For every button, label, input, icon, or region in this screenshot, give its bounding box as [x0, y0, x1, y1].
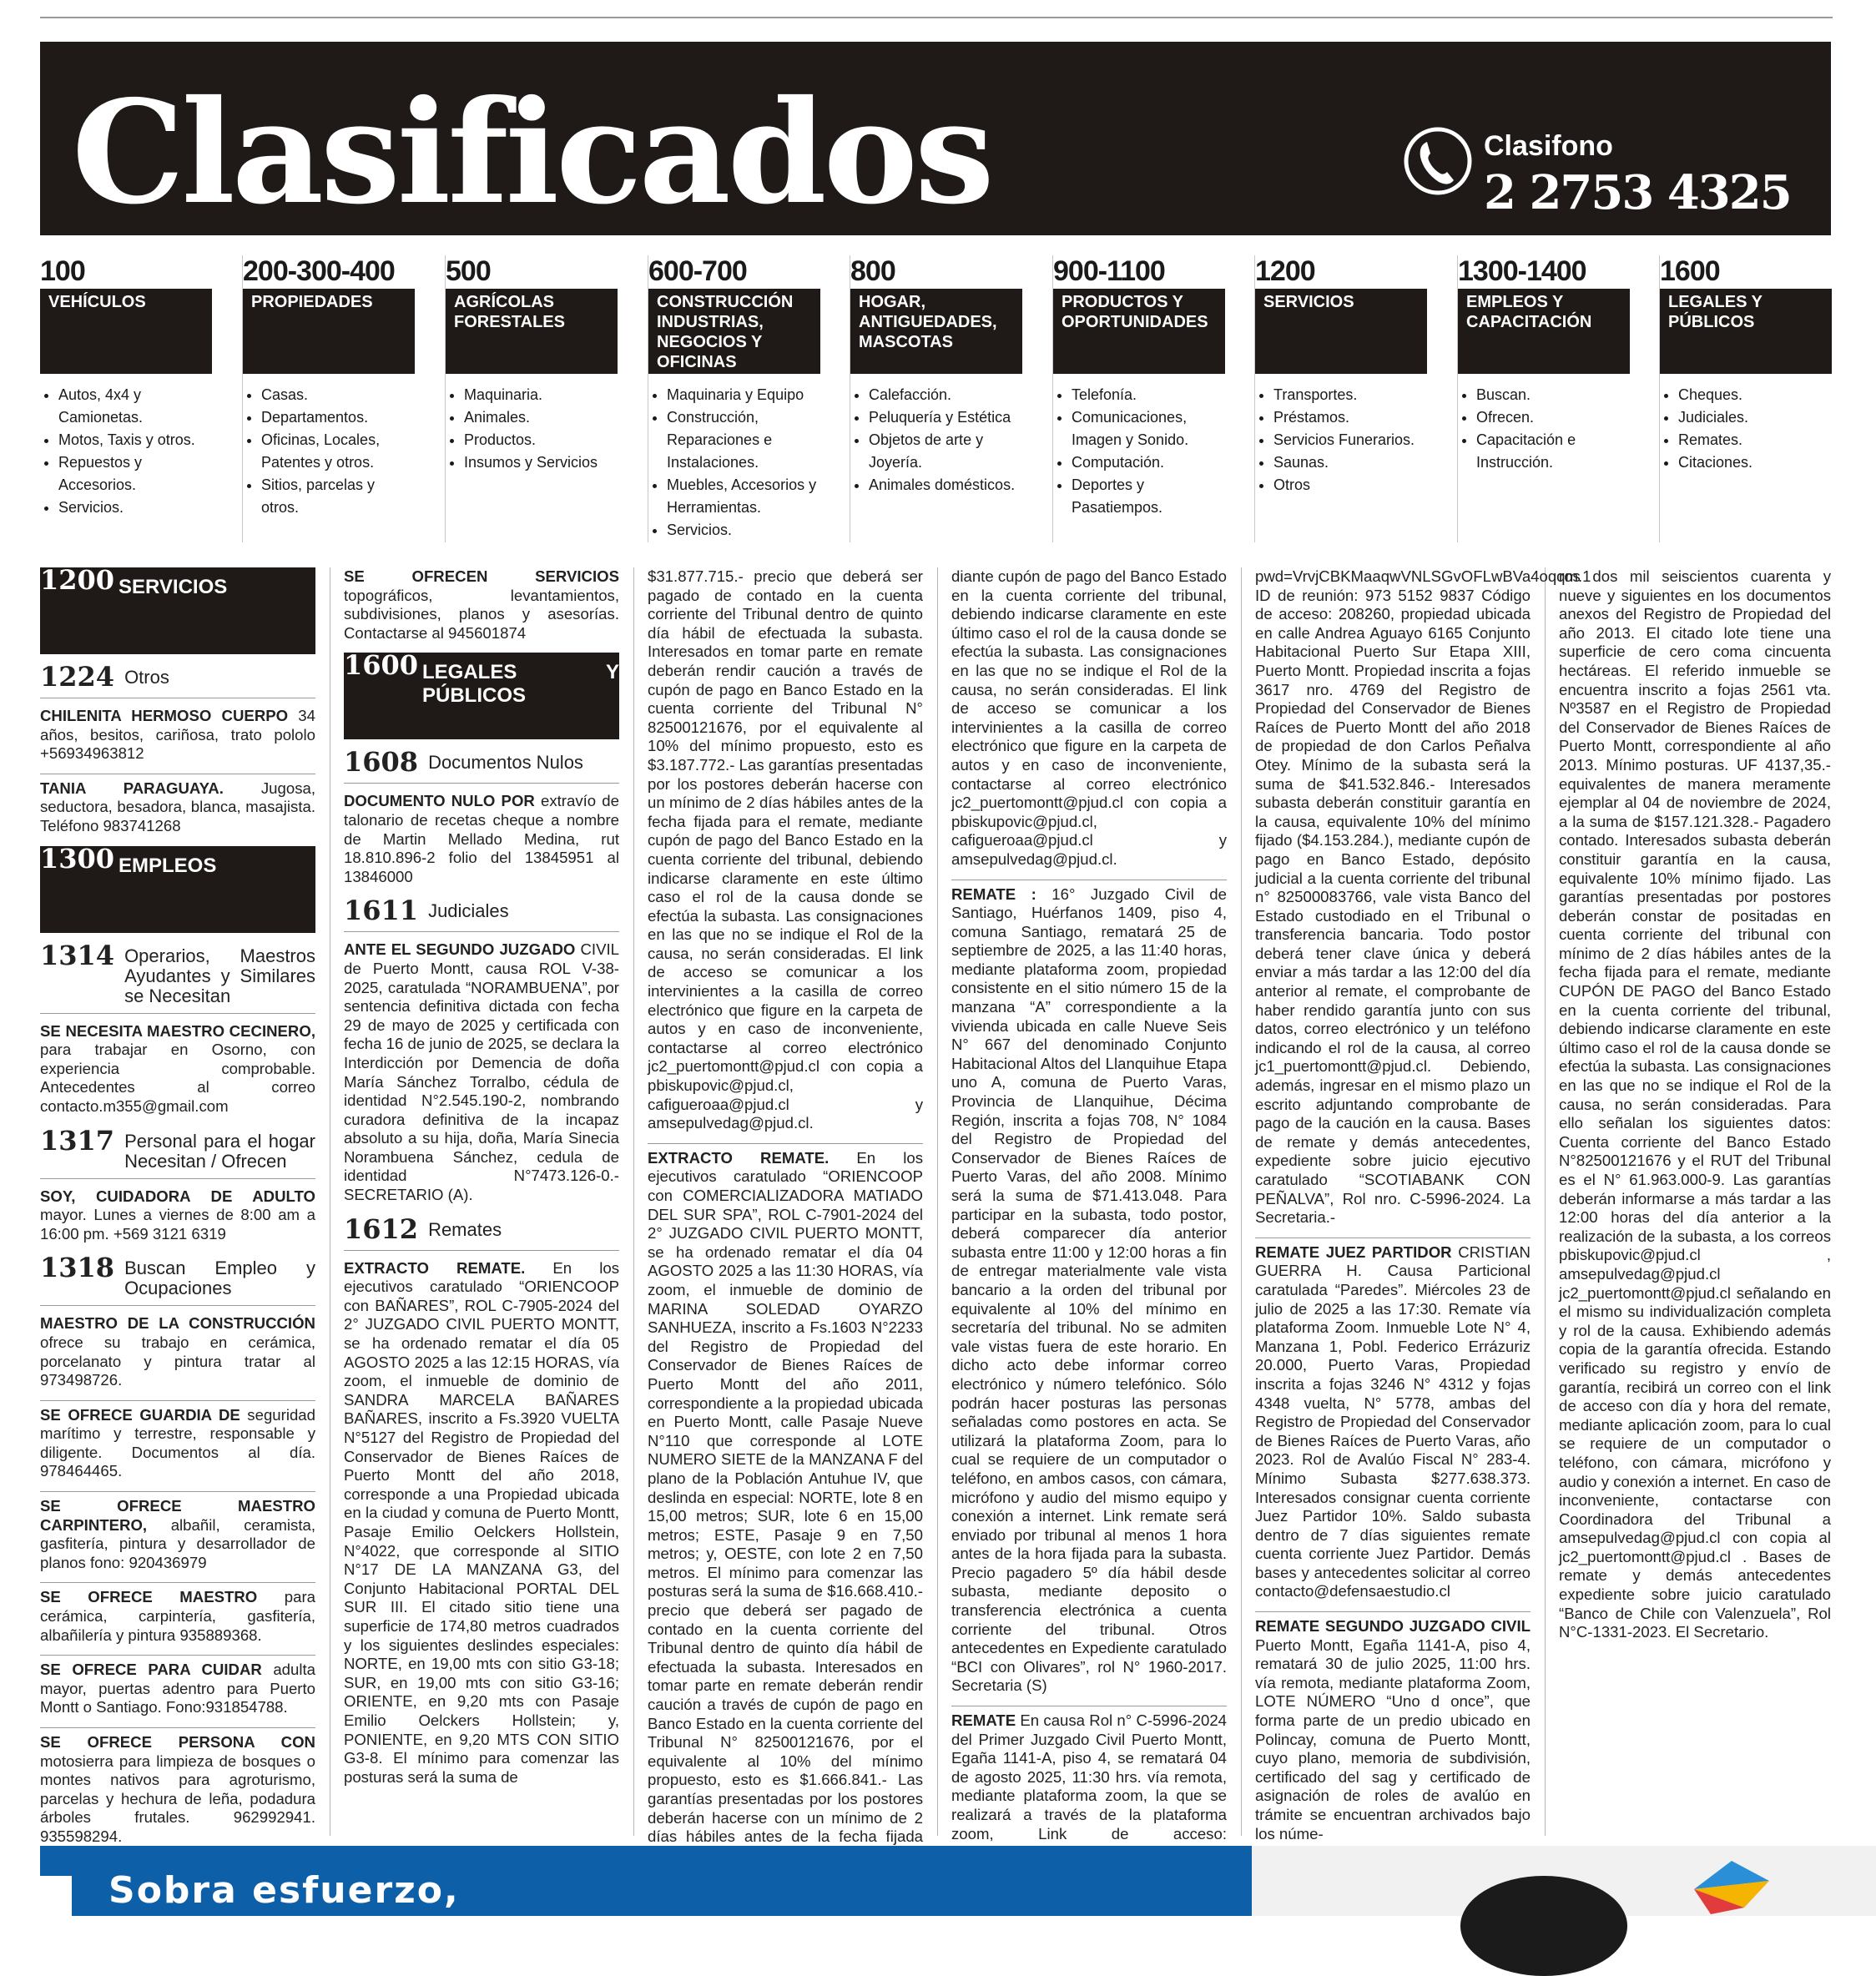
- category-number: 1200: [1255, 255, 1315, 287]
- category-number: 100: [40, 255, 85, 287]
- ad-heading: DOCUMENTO NULO POR: [344, 792, 535, 810]
- subsection-number: 1314: [40, 939, 115, 971]
- category-items: [1053, 384, 1225, 519]
- section-label: EMPLEOS: [119, 854, 217, 877]
- category-legales: [1659, 255, 1832, 542]
- subsection-header: [344, 1212, 619, 1251]
- category-productos: [1052, 255, 1225, 542]
- ad-body: En los ejecutivos caratulado “ORIENCOOP con COMERCIALIZADORA MATIADO DEL SUR SPA”, ROL C-7901-2024 del 2° JUZGADO CIVIL PUERTO MONTT, se ha ordenado rematar el día 04 AGOSTO 2025 a las 11:30 HORAS, vía zoom, el inmueble de dominio de MARINA SOLEDAD OYARZO SANHUEZA, inscrito a Fs.1603 N°2233 del Registro de Propiedad del Conservador de Bienes Raíces de Puerto Montt del año 2011, correspondiente a la propiedad ubicada en Puerto Montt, calle Pasaje Nueve N°110 que corresponde al LOTE NUMERO SIETE de la MANZANA F del plano de la Población Antuhue IV, que deslinda en especial: NORTE, lote 8 en 15,00 metros; SUR, lote 6 en 15,00 metros; ESTE, Pasaje 9 en 7,50 metros; y, OESTE, con lote 2 en 7,50 metros. El mínimo para comenzar las posturas será la suma de $16.668.410.- precio que deberá ser pagado de contado en la cuenta corriente del Tribunal dentro de quinto día hábil de efectuada la subasta. Interesados en tomar parte en remate deberán rendir caución a través de cupón de pago en Banco Estado en la cuenta corriente del Tribunal N° 82500121676, por el equivalente al 10% del mínimo propuesto, esto es $1.666.841.- Las garantías presentadas por los postores deberán hacerse con un mínimo de 2 días hábiles antes de la fecha fijada: [648, 1148, 923, 1846]
- divider: [40, 1491, 315, 1492]
- ad-body: Puerto Montt, Egaña 1141-A, piso 4, rematará 30 de julio 2025, 11:00 hrs. vía remota, mediante plataforma Zoom, LOTE NÚMERO “Uno d once”, que forma parte de un predio ubicado en Polincay, comuna de Puerto Montt, cuyo plano, memoria de subdivisión, certificado del sag y certificado de asignación de roles de avalúo en trámite se encuentran archivados bajo los núme-: [1255, 1636, 1531, 1842]
- classified-ad: [951, 1711, 1227, 1863]
- subsection-label: Buscan Empleo y Ocupaciones: [124, 1258, 315, 1299]
- section-label: LEGALES Y PÚBLICOS: [422, 661, 619, 708]
- subsection-number: 1318: [40, 1252, 115, 1284]
- category-items: [40, 384, 212, 519]
- category-item: • Cheques.: [1678, 384, 1832, 406]
- subsection-label: Otros: [124, 667, 169, 688]
- subsection-header: [344, 748, 619, 784]
- category-construccion: [648, 255, 820, 542]
- category-item: • Ofrecen.: [1476, 406, 1630, 429]
- category-label: PRODUCTOS Y OPORTUNIDADES: [1053, 289, 1225, 374]
- category-item: • Citaciones.: [1678, 451, 1832, 474]
- ad-heading: SE OFRECE PERSONA CON: [40, 1733, 315, 1751]
- person-photo: [1460, 1876, 1627, 1976]
- classified-ad: [40, 707, 315, 764]
- category-label: CONSTRUCCIÓN INDUSTRIAS, NEGOCIOS Y OFICINAS: [648, 289, 820, 374]
- classified-ad: [40, 1733, 315, 1847]
- category-item: • Servicios.: [667, 519, 820, 542]
- divider: [1255, 1611, 1531, 1612]
- category-item: • Departamentos.: [261, 406, 415, 429]
- classified-ad: [40, 1314, 315, 1389]
- ad-heading: REMATE :: [951, 885, 1036, 903]
- category-item: • Saunas.: [1273, 451, 1427, 474]
- divider: [648, 1143, 923, 1144]
- classified-ad: [40, 1187, 315, 1244]
- ad-heading: SE OFRECE MAESTRO: [40, 1588, 258, 1606]
- classified-ad-continued: ros dos mil seiscientos cuarenta y nueve y siguientes en los documentos anexos del Registro de Propiedad del año 2013. El citado lote tiene una superficie de cero coma cincuenta hectáreas. El referido inmueble se encuentra inscrito a fojas 2561 vta. Nº3587 en el Registro de Propiedad del Conservador de Bienes Raíces de Puerto Montt, correspondiente al año 2013. Mínimo posturas. UF 4137,35.- equivalentes de manera meramente ejemplar al 04 de noviembre de 2024, a la suma de $157.121.328.- Pagadero contado. Interesados subasta deberán constituir garantía en la causa, equivalente 10% mínimo fijado. Las garantías presentadas por postores deberán constar de positadas en cuenta corriente del tribunal con mínimo de 2 días hábiles antes de la fecha fijada para el remate, mediante CUPÓN DE PAGO del Banco Estado en la cuenta corriente del tribunal, debiendo indicarse claramente en este último caso el rol de la causa donde se efectúa la subasta. Las consignaciones en las que no se indique el Rol de la causa, no serán consideradas. Para ello señalan los siguientes datos: Cuenta corriente del Banco Estado N°82500121676 y el RUT del Tribunal es el N° 61.963.000-9. Las garantías deberán informarse a más tardar a las 12:00 horas del día anterior a la realización de la subasta, a los correos pbiskupovic@pjud.cl , amsepulvedag@pjud.cl jc2_puertomontt@pjud.cl señalando en el mismo su individualización completa y rol de la causa. Exhibiendo además copia de la garantía ofrecida. Estando verificado su registro y envío de garantía, recibirá un correo con el link de acceso con día y hora del remate, mediante aplicación zoom, para lo cual se requiere de un computador o teléfono, con cámara, micrófono y audio y conexión a internet. En caso de inconveniente, contactarse con Coordinadora del Tribunal a amsepulvedag@pjud.cl con copia al jc2_puertomontt@pjud.cl . Bases de remate y demás antecedentes expediente sobre juicio caratulado “Banco de Chile con Valenzuela”, Rol N°C-1331-2023. El Secretario.: [1559, 567, 1831, 1641]
- ad-heading: EXTRACTO REMATE.: [344, 1258, 526, 1277]
- ad-body: En causa Rol n° C-5996-2024 del Primer Juzgado Civil Puerto Montt, Egaña 1141-A, piso 4, se rematará 04 de agosto 2025, 11:30 hrs. vía remota, mediante plataforma zoom, la que se realizará a través de la plataforma zoom, Link de acceso:: [951, 1711, 1227, 1842]
- category-item: • Computación.: [1072, 451, 1225, 474]
- category-item: • Peluquería y Estética: [869, 406, 1022, 429]
- ad-heading: SE NECESITA MAESTRO CECINERO,: [40, 1021, 315, 1040]
- ad-heading: ANTE EL SEGUNDO JUZGADO: [344, 940, 576, 959]
- subsection-label: Judiciales: [428, 900, 509, 922]
- category-item: • Animales domésticos.: [869, 474, 1022, 497]
- category-vehiculos: [40, 255, 212, 542]
- category-label: PROPIEDADES: [243, 289, 415, 374]
- category-item: • Capacitación e Instrucción.: [1476, 429, 1630, 474]
- category-number: 1300-1400: [1458, 255, 1586, 287]
- category-number: 600-700: [648, 255, 747, 287]
- ad-body: 16° Juzgado Civil de Santiago, Huérfanos 1409, piso 4, comuna Santiago, rematará 25 de septiembre de 2025, a las 11:40 horas, mediante plataforma zoom, propiedad consistente en el sitio número 15 de la manzana “A” correspondiente a la vivienda ubicada en calle Nueve Seis N° 667 del denominado Conjunto Habitacional Altos del Llanquihue Etapa uno A, comuna de Puerto Varas, Provincia de Llanquihue, Décima Región, inscrita a fojas 708, N° 1084 del Registro de Propiedad del Conservador de Bienes Raíces de Puerto Varas, del año 2008. Mínimo será la suma de $71.413.048. Para participar en la subasta, todo postor, deberá comparecer día anterior subasta entre 11:00 y 12:00 horas a fin de entregar materialmente vale vista bancario a la orden del tribunal por equivalente al 10% del mínimo en secretaría del tribunal. No se admiten vale vistas fuera de este horario. En dicho acto debe informar correo electrónico y número telefónico. Sólo podrán hacer posturas las personas señaladas como postores en acta. Se utilizará la plataforma Zoom, para lo cual se requiere de un computador o teléfono, en ambos casos, con cámara, micrófono y audio del mismo equipo y conexión a internet. Link remate será enviado por tribunal al menos 1 hora antes de la hora fijada para la subasta. Precio pagadero 5º día hábil desde subasta, mediante deposito o transferencia electrónica a cuenta corriente del tribunal. Otros antecedentes en Expediente caratulado “BCI con Olivares”, rol N° 1960-2017. Secretaria (S): [951, 885, 1227, 1695]
- category-items: [1255, 384, 1427, 497]
- ad-heading: REMATE JUEZ PARTIDOR: [1255, 1243, 1452, 1261]
- category-item: • Motos, Taxis y otros.: [58, 429, 212, 451]
- divider: [40, 1655, 315, 1656]
- ad-body: para cerámica, carpintería, gasfitería, albañilería y pintura 935889368.: [40, 1588, 315, 1644]
- category-label: LEGALES Y PÚBLICOS: [1660, 289, 1832, 374]
- subsection-number: 1611: [344, 895, 419, 927]
- ad-body: ofrece su trabajo en cerámica, porcelanato y pintura tratar al 973498726.: [40, 1333, 315, 1389]
- classified-ad: [344, 567, 619, 643]
- classified-ad: [648, 1149, 923, 1866]
- ad-heading: MAESTRO DE LA CONSTRUCCIÓN: [40, 1314, 315, 1333]
- ad-heading: CHILENITA HERMOSO CUERPO: [40, 707, 289, 724]
- subsection-number: 1224: [40, 661, 115, 693]
- category-item: • Judiciales.: [1678, 406, 1832, 429]
- divider: [40, 1582, 315, 1583]
- listing-column-2: [344, 567, 619, 1836]
- ad-body: albañil, ceramista, gasfitería, pintura y desarrollador de planos fono: 920436979: [40, 1515, 315, 1571]
- section-label: SERVICIOS: [119, 576, 228, 598]
- advertisement-photo: [1252, 1846, 1876, 1916]
- subsection-number: 1612: [344, 1212, 419, 1245]
- category-hogar: [850, 255, 1022, 542]
- category-index: [40, 255, 1831, 542]
- top-rule: [40, 17, 1833, 18]
- category-item: • Animales.: [464, 406, 618, 429]
- category-item: • Servicios Funerarios.: [1273, 429, 1427, 451]
- subsection-header: [40, 663, 315, 698]
- category-items: [1458, 384, 1630, 474]
- category-number: 800: [850, 255, 895, 287]
- subsection-label: Operarios, Maestros Ayudantes y Similares se Necesitan: [124, 945, 315, 1006]
- classified-ad: [40, 1588, 315, 1645]
- category-agricolas: [445, 255, 618, 542]
- clasifono-number[interactable]: 2 2753 4325: [1484, 165, 1791, 220]
- listing-column-5: [1255, 567, 1591, 1842]
- ad-heading: SE OFRECE MAESTRO CARPINTERO,: [40, 1497, 315, 1534]
- phone-icon: [1402, 125, 1474, 197]
- ad-heading: REMATE SEGUNDO JUZGADO CIVIL: [1255, 1617, 1531, 1636]
- classified-ad: [1255, 1617, 1531, 1843]
- ad-body: extravío de talonario de recetas cheque a nombre de Martin Mellado Medina, rut 18.810.896-2 folio del 13845951 al 13846000: [344, 792, 619, 885]
- category-label: EMPLEOS Y CAPACITACIÓN: [1458, 289, 1630, 374]
- section-header-legales: [344, 649, 619, 739]
- section-number: 1200: [40, 564, 115, 596]
- ad-heading: SE OFRECE PARA CUIDAR: [40, 1661, 262, 1679]
- category-item: • Buscan.: [1476, 384, 1630, 406]
- category-items: [850, 384, 1022, 497]
- category-empleos: [1457, 255, 1630, 542]
- classified-ad: [40, 1497, 315, 1572]
- ad-body: 34 años, besitos, cariñosa, trato pololo +56934963812: [40, 707, 315, 763]
- category-item: • Productos.: [464, 429, 618, 451]
- category-item: • Deportes y Pasatiempos.: [1072, 474, 1225, 519]
- subsection-header: [40, 1124, 315, 1179]
- classified-ad-continued: pwd=VrvjCBKMaaqwVNLSGvOFLwBVa4oqqm.1 ID de reunión: 973 5152 9837 Código de acceso: 208260, propiedad ubicada en calle Andrea Aguayo 6165 Conjunto Habitacional Puerto Sur Etapa XIII, Puerto Montt. Propiedad inscrita a fojas 3617 nro. 4769 del Registro de Propiedad del Conservador de Bienes Raíces de Puerto Montt del año 2018 de propiedad de don Carlos Peñalva Otey. Mínimo de la subasta será la suma de $41.532.846.- Interesados subasta deberán constituir garantía en la causa, equivalente 10% del mínimo fijado ($4.153.284.), mediante cupón de pago en Banco Estado, depósito judicial a la cuenta corriente del tribunal n° 82500083766, vale vista Banco del Estado custodiado en el Tribunal o transferencia bancaria. Todo postor deberá tener clave única y deberá enviar a más tardar a las 12:00 del día anterior al remate, el comprobante de haber rendido garantía junto con sus datos, correo electrónico y un teléfono indicando el rol de la causa, al correo jc1_puertomontt@pjud.cl. Debiendo, además, ingresar en el mismo plazo un escrito adjuntando comprobante de pago de la caución en la causa. Bases de remate y demás antecedentes, expediente sobre juicio ejecutivo caratulado “SCOTIABANK CON PEÑALVA”, Rol nro. C-5996-2024. La Secretaria.-: [1255, 567, 1591, 1227]
- category-items: [648, 384, 820, 542]
- ad-body: seguridad marítimo y terrestre, responsable y diligente. Documentos al día. 978464465.: [40, 1405, 315, 1480]
- advertisement-banner[interactable]: [40, 1846, 1252, 1916]
- category-label: HOGAR, ANTIGUEDADES, MASCOTAS: [850, 289, 1022, 374]
- classified-ad: [40, 1406, 315, 1481]
- category-label: AGRÍCOLAS FORESTALES: [446, 289, 618, 374]
- category-item: • Oficinas, Locales, Patentes y otros.: [261, 429, 415, 474]
- category-items: [446, 384, 618, 474]
- category-servicios: [1254, 255, 1427, 542]
- category-propiedades: [242, 255, 415, 542]
- brand-logo-icon: [1686, 1856, 1778, 1916]
- ad-body: Jugosa, seductora, besadora, blanca, masajista. Teléfono 983741268: [40, 779, 315, 834]
- classified-ad: [40, 1022, 315, 1117]
- category-item: • Repuestos y Accesorios.: [58, 451, 212, 497]
- category-item: • Servicios.: [58, 497, 212, 519]
- category-label: VEHÍCULOS: [40, 289, 212, 374]
- ad-heading: REMATE: [951, 1711, 1016, 1730]
- ad-heading: SE OFRECEN SERVICIOS: [344, 567, 619, 585]
- subsection-label: Remates: [428, 1218, 502, 1240]
- category-item: • Remates.: [1678, 429, 1832, 451]
- section-header-servicios: [40, 564, 315, 654]
- ad-body: adulta mayor, puertas adentro para Puerto Montt o Santiago. Fono:931854788.: [40, 1661, 316, 1716]
- category-item: • Comunicaciones, Imagen y Sonido.: [1072, 406, 1225, 451]
- ad-body: motosierra para limpieza de bosques o montes nativos para agroturismo, parcelas y hechura de leña, podadura árboles frutales. 962992941. 935598294.: [40, 1752, 315, 1845]
- masthead: [40, 42, 1831, 235]
- category-item: • Casas.: [261, 384, 415, 406]
- classified-ad: [40, 1661, 315, 1717]
- subsection-label: Personal para el hogar Necesitan / Ofrecen: [124, 1130, 315, 1172]
- category-item: • Maquinaria y Equipo: [667, 384, 820, 406]
- subsection-number: 1317: [40, 1124, 115, 1157]
- section-number: 1600: [344, 649, 419, 682]
- ad-body: mayor. Lunes a viernes de 8:00 am a 16:00 pm. +569 3121 6319: [40, 1206, 315, 1243]
- subsection-number: 1608: [344, 746, 419, 779]
- category-item: • Autos, 4x4 y Camionetas.: [58, 384, 212, 429]
- category-items: [243, 384, 415, 519]
- subsection-header: [40, 941, 315, 1014]
- listing-column-4: [951, 567, 1227, 1842]
- category-label: SERVICIOS: [1255, 289, 1427, 374]
- ad-decoration: [40, 1876, 72, 1916]
- category-item: • Objetos de arte y Joyería.: [869, 429, 1022, 474]
- classified-ad: [951, 885, 1227, 1696]
- classified-listings: [40, 564, 1831, 1846]
- category-number: 1600: [1660, 255, 1720, 287]
- listing-column-3: [648, 567, 923, 1846]
- classified-ad: [344, 940, 619, 1204]
- category-item: • Otros: [1273, 474, 1427, 497]
- subsection-header: [40, 1253, 315, 1306]
- category-item: • Construcción, Reparaciones e Instalaciones.: [667, 406, 820, 474]
- category-item: • Telefonía.: [1072, 384, 1225, 406]
- classified-ad: [344, 1259, 619, 1787]
- ad-heading: SOY, CUIDADORA DE ADULTO: [40, 1187, 315, 1205]
- listing-column-1: [40, 564, 316, 1845]
- classified-ad: [344, 792, 619, 886]
- classified-ad-continued: diante cupón de pago del Banco Estado en la cuenta corriente del tribunal, debiendo indicarse claramente en este último caso el rol de la causa donde se efectúa la subasta. Las consignaciones en las que no se indique el Rol de la causa, no serán consideradas. El link de acceso se comunicar a los intervinientes a la casilla de correo electrónico que figure en la carpeta de autos y en caso de inconveniente, contactarse al correo electrónico jc2_puertomontt@pjud.cl con copia a pbiskupovic@pjud.cl, cafigueroaa@pjud.cl y amsepulvedag@pjud.cl.: [951, 567, 1227, 868]
- classified-ad: [1255, 1243, 1531, 1601]
- category-item: • Transportes.: [1273, 384, 1427, 406]
- category-item: • Maquinaria.: [464, 384, 618, 406]
- ad-body: CRISTIAN GUERRA H. Causa Particional caratulada “Paredes”. Miércoles 23 de julio de 2025 a las 17:30. Remate vía plataforma Zoom. Inmueble Lote N° 4, Manzana 1, Pobl. Federico Errázuriz 20.000, Puerto Varas, Propiedad inscrita a fojas 3246 N° 4312 y fojas 4348 vuelta, N° 5778, ambas del Registro de Propiedad del Conservador de Bienes Raíces de Puerto Varas, año 2023. Rol de Avalúo Fiscal N° 283-4. Mínimo Subasta $277.638.373. Interesados consignar cuenta corriente Juez Partidor 10%. Saldo subasta dentro de 7 días siguientes remate cuenta corriente Juez Partidor. Demás bases y antecedentes solicitar al correo contacto@defensaestudio.cl: [1255, 1243, 1531, 1600]
- ad-body: En los ejecutivos caratulado “ORIENCOOP con BAÑARES”, ROL C-7905-2024 del 2° JUZGADO CIVIL PUERTO MONTT, se ha ordenado rematar el día 05 AGOSTO 2025 a las 12:15 HORAS, vía zoom, el inmueble de dominio de SANDRA MARCELA BAÑARES BAÑARES, inscrito a Fs.3920 VUELTA N°5127 del Registro de Propiedad del Conservador de Bienes Raíces de Puerto Montt del año 2018, corresponde a una Propiedad ubicada en la ciudad y comuna de Puerto Montt, Pasaje Emilio Oelckers Hollstein, N°4022, que corresponde al SITIO N°17 DE LA MANZANA G3, del Conjunto Habitacional PORTAL DEL SUR III. El citado sitio tiene una superficie de 174,80 metros cuadrados y los siguientes deslindes especiales: NORTE, en 19,00 mts con sitio G3-18; SUR, en 19,00 mts con sitio G3-16; ORIENTE, en 9,20 mts con Pasaje Emilio Oelckers Hollstein; y, PONIENTE, en 9,20 MTS CON SITIO G3-8. El mínimo para comenzar las posturas será la suma de: [344, 1258, 619, 1786]
- subsection-label: Documentos Nulos: [428, 752, 583, 774]
- category-number: 200-300-400: [243, 255, 395, 287]
- category-number: 900-1100: [1053, 255, 1165, 287]
- ad-body: para trabajar en Osorno, con experiencia comprobable. Antecedentes al correo contacto.m355@gmail.com: [40, 1041, 315, 1115]
- divider: [40, 1727, 315, 1728]
- category-item: • Insumos y Servicios: [464, 451, 618, 474]
- ad-heading: SE OFRECE GUARDIA DE: [40, 1405, 240, 1424]
- ad-body: topográficos, levantamientos, subdivisiones, planos y asesorías. Contactarse al 945601874: [344, 586, 619, 642]
- classified-ad: [40, 779, 315, 836]
- category-number: 500: [446, 255, 491, 287]
- clasifono-label: Clasifono: [1484, 130, 1613, 162]
- category-item: • Calefacción.: [869, 384, 1022, 406]
- section-title: Clasificados: [72, 69, 991, 236]
- classified-ad-continued: $31.877.715.- precio que deberá ser pagado de contado en la cuenta corriente del Tribunal dentro de quinto día hábil de efectuada la subasta. Interesados en tomar parte en remate deberán rendir caución a través de cupón de pago en Banco Estado en la cuenta corriente del Tribunal N° 82500121676, por el equivalente al 10% del mínimo propuesto, esto es $3.187.772.- Las garantías presentadas por los postores deberán hacerse con un mínimo de 2 días hábiles antes de la fecha fijada para el remate, mediante cupón de pago del Banco Estado en la cuenta corriente del tribunal, debiendo indicarse claramente en este último caso el rol de la causa donde se efectúa la subasta. Las consignaciones en las que no se indique el Rol de la causa, no serán consideradas. El link de acceso se comunicar a los intervinientes a la casilla de correo electrónico que figure en la carpeta de autos y en caso de inconveniente, contactarse al correo electrónico jc2_puertomontt@pjud.cl con copia a pbiskupovic@pjud.cl, cafigueroaa@pjud.cl y amsepulvedag@pjud.cl.: [648, 567, 923, 1132]
- category-item: • Préstamos.: [1273, 406, 1427, 429]
- category-item: • Muebles, Accesorios y Herramientas.: [667, 474, 820, 519]
- section-header-empleos: [40, 842, 315, 933]
- ad-heading: EXTRACTO REMATE.: [648, 1148, 830, 1167]
- subsection-header: [344, 896, 619, 932]
- category-items: [1660, 384, 1832, 474]
- category-item: • Sitios, parcelas y otros.: [261, 474, 415, 519]
- divider: [40, 1400, 315, 1401]
- section-number: 1300: [40, 842, 115, 875]
- listing-column-6: [1559, 567, 1831, 1836]
- ad-body: CIVIL de Puerto Montt, causa ROL V-38-2025, caratulada “NORAMBUENA”, por sentencia definitiva dictada con fecha 29 de mayo de 2025 y certificada con fecha 16 de junio de 2025, se declara la Interdicción por Demencia de doña María Sánchez Torralbo, cédula de identidad N°2.545.190-2, nombrando curadora definitiva de la incapaz absoluto a su hija, doña, María Sinecia Norambuena Sánchez, cedula de identidad N°7473.126-0.- SECRETARIO (A).: [344, 940, 619, 1204]
- ad-headline: Sobra esfuerzo,: [108, 1869, 460, 1912]
- ad-heading: TANIA PARAGUAYA.: [40, 779, 224, 797]
